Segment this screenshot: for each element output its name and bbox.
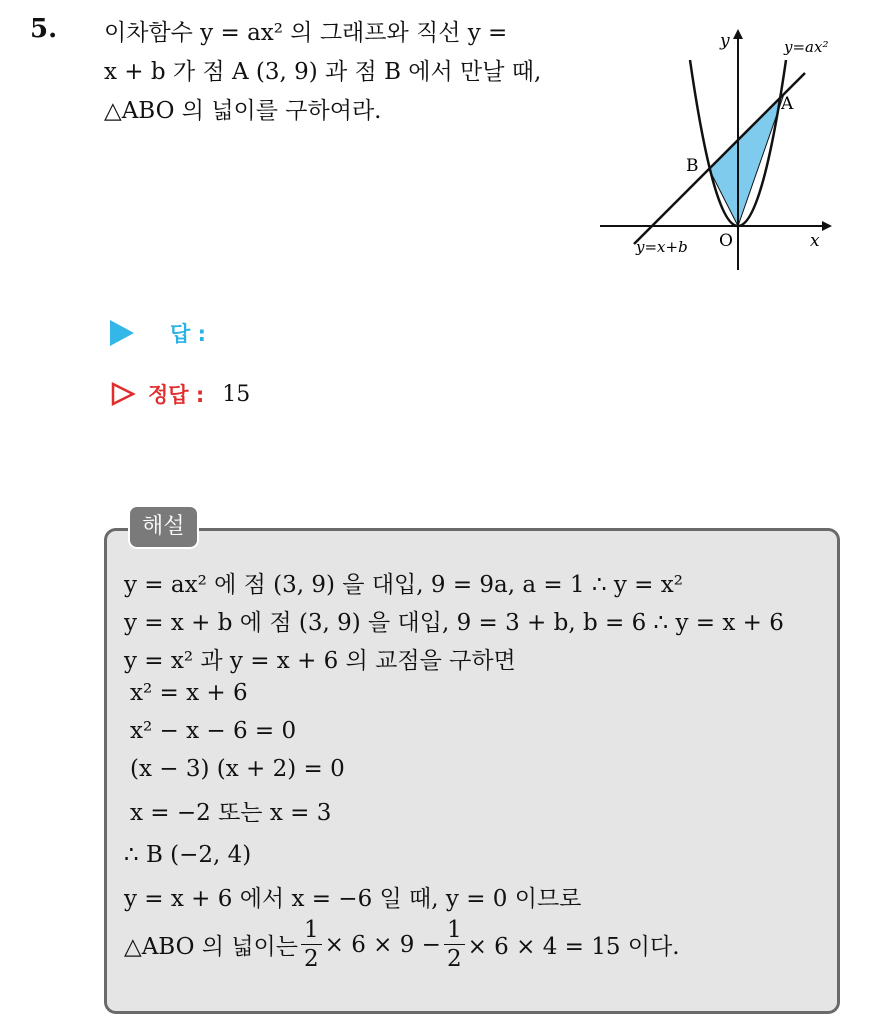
solution-line: x² − x − 6 = 0 bbox=[130, 718, 297, 744]
solution-line: x² = x + 6 bbox=[130, 680, 248, 706]
solution-line: ∴ B (−2, 4) bbox=[124, 842, 252, 868]
question-line: △ABO 의 넓이를 구하여라. bbox=[104, 98, 382, 124]
correct-answer-value: 15 bbox=[222, 381, 251, 407]
correct-answer-row bbox=[110, 379, 250, 409]
fraction-denominator: 2 bbox=[446, 946, 462, 972]
solution-line: y = x² 과 y = x + 6 의 교점을 구하면 bbox=[124, 648, 516, 674]
fraction-numerator: 1 bbox=[444, 916, 465, 945]
question-number: 5. bbox=[30, 14, 58, 44]
fraction-one-half bbox=[301, 916, 322, 973]
solution-line: x = −2 또는 x = 3 bbox=[130, 800, 332, 826]
origin-label: O bbox=[719, 231, 733, 251]
play-icon bbox=[110, 320, 134, 346]
final-suffix: × 6 × 4 = 15 이다. bbox=[467, 934, 680, 960]
x-axis-label: x bbox=[810, 231, 820, 251]
point-b-label: B bbox=[686, 156, 699, 176]
final-middle: × 6 × 9 − bbox=[324, 931, 441, 958]
question-text bbox=[104, 14, 584, 131]
solution-tag: 해설 bbox=[128, 505, 199, 549]
x-axis-arrow bbox=[822, 221, 832, 231]
answer-label: 답 : bbox=[170, 322, 206, 346]
y-axis-arrow bbox=[733, 29, 743, 39]
solution-line: (x − 3) (x + 2) = 0 bbox=[130, 756, 345, 782]
fraction-one-half bbox=[444, 916, 465, 973]
solution-line: y = x + 6 에서 x = −6 일 때, y = 0 이므로 bbox=[124, 886, 582, 912]
parabola-line-graph bbox=[600, 26, 850, 276]
play-outline-icon bbox=[110, 381, 136, 407]
correct-answer-label: 정답 : bbox=[148, 383, 205, 407]
fraction-numerator: 1 bbox=[301, 916, 322, 945]
line-label: y=x+b bbox=[636, 238, 688, 256]
solution-final-line bbox=[124, 916, 680, 973]
parabola-label: y=ax² bbox=[784, 38, 829, 56]
final-prefix: △ABO 의 넓이는 bbox=[124, 934, 298, 960]
fraction-denominator: 2 bbox=[303, 946, 319, 972]
question-line: 이차함수 y = ax² 의 그래프와 직선 y = bbox=[104, 20, 508, 46]
answer-row bbox=[110, 318, 224, 348]
line-y-x-b bbox=[634, 73, 805, 244]
solution-line: y = x + b 에 점 (3, 9) 을 대입, 9 = 3 + b, b = 6 ∴ y = x + 6 bbox=[124, 610, 784, 636]
question-line: x + b 가 점 A (3, 9) 과 점 B 에서 만날 때, bbox=[104, 59, 542, 85]
point-a-label: A bbox=[781, 94, 794, 114]
triangle-abo bbox=[709, 94, 784, 226]
y-axis-label: y bbox=[720, 31, 730, 51]
solution-line: y = ax² 에 점 (3, 9) 을 대입, 9 = 9a, a = 1 ∴ y = x² bbox=[124, 572, 683, 598]
